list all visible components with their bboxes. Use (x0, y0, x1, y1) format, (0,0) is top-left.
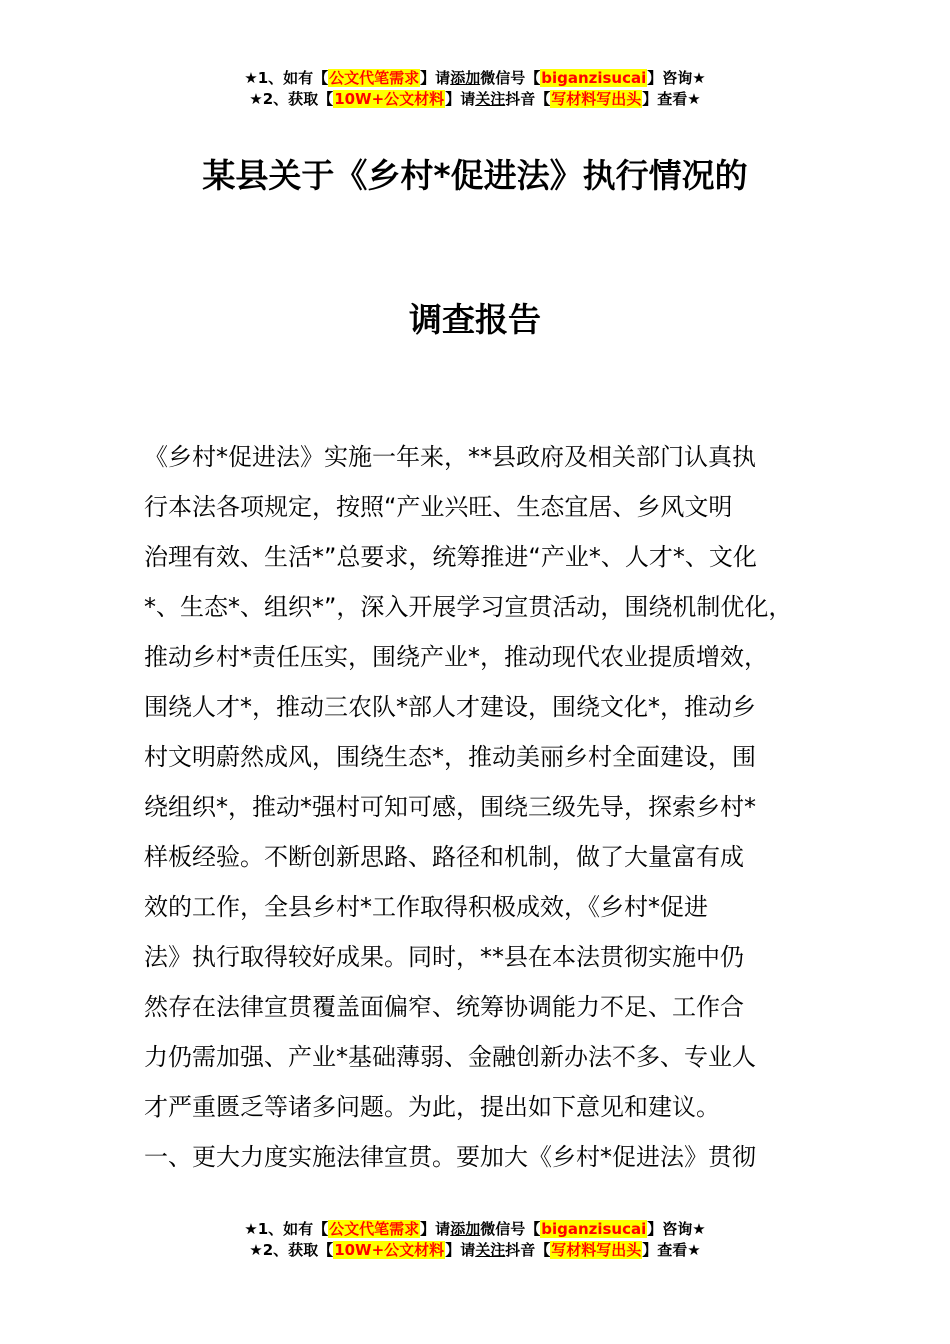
body-line: 推动乡村*责任压实，围绕产业*，推动现代农业提质增效， (144, 643, 768, 671)
banner-text: ★1、如有【 (244, 69, 329, 87)
banner-text: 】请 (420, 69, 451, 87)
body-line: 样板经验。不断创新思路、路径和机制，做了大量富有成 (144, 843, 744, 871)
body-line: 村文明蔚然成风，围绕生态*，推动美丽乡村全面建设，围 (144, 743, 756, 771)
banner-line-2 (0, 1240, 950, 1261)
body-line: 绕组织*，推动*强村可知可感，围绕三级先导，探索乡村* (144, 793, 756, 821)
banner-text: ★2、获取【 (249, 1241, 334, 1259)
banner-text: 抖音【 (505, 1241, 551, 1259)
banner-text: 】查看★ (642, 90, 701, 108)
banner-text: ★2、获取【 (249, 90, 334, 108)
banner-line-1 (0, 68, 950, 89)
banner-text: 抖音【 (505, 90, 551, 108)
banner-line-1 (0, 1219, 950, 1240)
banner-text: 】请 (420, 1220, 451, 1238)
body-line: 一、更大力度实施法律宣贯。要加大《乡村*促进法》贯彻 (144, 1143, 756, 1171)
body-line: 才严重匮乏等诸多问题。为此，提出如下意见和建议。 (144, 1093, 720, 1121)
body-line: *、生态*、组织*”，深入开展学习宣贯活动，围绕机制优化， (144, 593, 793, 621)
banner-text: 】请 (445, 90, 476, 108)
banner-underlined: 添加 (450, 1220, 481, 1238)
banner-highlight: 写材料写出头 (551, 1241, 642, 1259)
banner-highlight: 公文代笔需求 (329, 1220, 420, 1238)
banner-highlight: biganzisucai (541, 69, 647, 87)
banner-line-2 (0, 89, 950, 110)
body-line: 效的工作，全县乡村*工作取得积极成效，《乡村*促进 (144, 893, 708, 921)
banner-highlight: 10W+公文材料 (334, 1241, 445, 1259)
banner-underlined: 添加 (450, 69, 481, 87)
banner-highlight: 写材料写出头 (551, 90, 642, 108)
footer-banner (0, 1219, 950, 1261)
body-line: 然存在法律宣贯覆盖面偏窄、统筹协调能力不足、工作合 (144, 993, 744, 1021)
banner-text: 】查看★ (642, 1241, 701, 1259)
document-title-line-2: 调查报告 (409, 300, 541, 339)
banner-text: ★1、如有【 (244, 1220, 329, 1238)
body-line: 围绕人才*，推动三农队*部人才建设，围绕文化*，推动乡 (144, 693, 756, 721)
banner-highlight: 10W+公文材料 (334, 90, 445, 108)
banner-text: 】咨询★ (647, 69, 706, 87)
banner-underlined: 关注 (475, 1241, 506, 1259)
body-line: 行本法各项规定，按照“产业兴旺、生态宜居、乡风文明 (144, 493, 733, 521)
banner-underlined: 关注 (475, 90, 506, 108)
banner-text: 微信号【 (480, 69, 541, 87)
banner-text: 微信号【 (480, 1220, 541, 1238)
banner-text: 】咨询★ (647, 1220, 706, 1238)
banner-text: 】请 (445, 1241, 476, 1259)
document-title-line-1: 某县关于《乡村*促进法》执行情况的 (202, 156, 748, 195)
body-line: 《乡村*促进法》实施一年来，**县政府及相关部门认真执 (144, 443, 756, 471)
body-line: 法》执行取得较好成果。同时，**县在本法贯彻实施中仍 (144, 943, 744, 971)
banner-highlight: biganzisucai (541, 1220, 647, 1238)
header-banner (0, 68, 950, 110)
body-line: 力仍需加强、产业*基础薄弱、金融创新办法不多、专业人 (144, 1043, 756, 1071)
body-line: 治理有效、生活*”总要求，统筹推进“产业*、人才*、文化 (144, 543, 757, 571)
banner-highlight: 公文代笔需求 (329, 69, 420, 87)
